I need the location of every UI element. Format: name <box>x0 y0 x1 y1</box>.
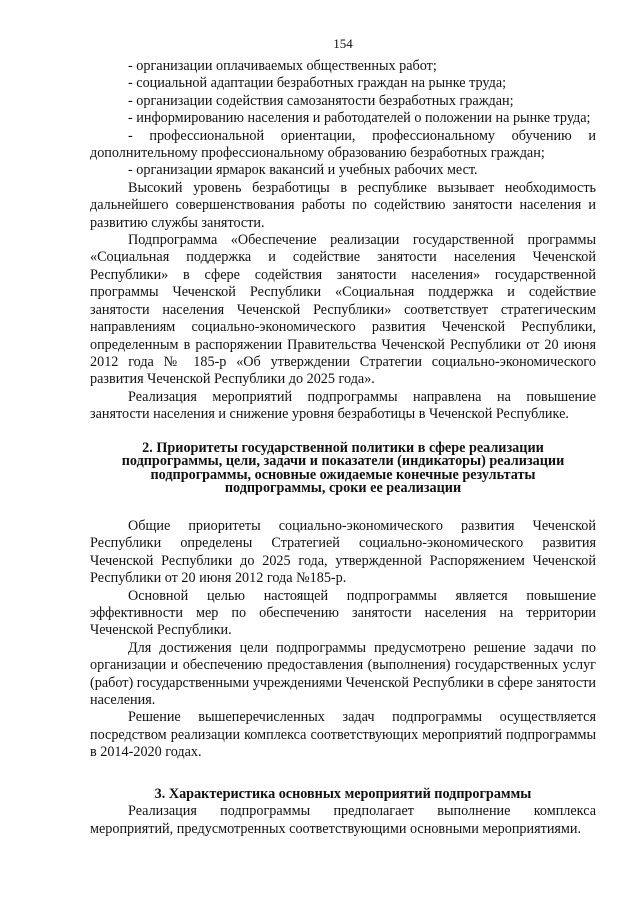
list-item: - организации оплачиваемых общественных работ; <box>128 58 437 74</box>
list-item: - профессиональной ориентации, профессиональному обучению и дополнительному профессиональному образованию безработных граждан; <box>90 127 596 162</box>
heading-line: подпрограммы, сроки ее реализации <box>224 480 462 497</box>
paragraph: Для достижения цели подпрограммы предусмотрено решение задачи по организации и обеспечению предоставления (выполнения) государственных услуг (работ) государственными учреждениями Чеченской Республики в сфере занятости населения. <box>90 639 596 708</box>
document-body <box>90 58 596 838</box>
list-item: - социальной адаптации безработных граждан на рынке труда; <box>128 75 507 92</box>
paragraph: Высокий уровень безработицы в республике вызывает необходимость дальнейшего совершенствования работы по содействию занятости населения и развитию службы занятости. <box>90 179 596 231</box>
paragraph: Подпрограмма «Обеспечение реализации государственной программы «Социальная поддержка и содействие занятости населения Чеченской Республики» в сфере содействия занятости населения» государственной программы Чеченской Республики «Социальная поддержка и содействие занятости населения Чеченской Республики» соответствует стратегическим направлениям социально-экономического развития Чеченской Республики, определенным в распоряжении Правительства Чеченской Республики от 20 июня 2012 года № 185-р «Об утверждении Стратегии социально-экономического развития Чеченской Республики до 2025 года». <box>90 232 596 388</box>
paragraph: Реализация мероприятий подпрограммы направлена на повышение занятости населения и снижение уровня безработицы в Чеченской Республике. <box>90 388 596 423</box>
paragraph: Реализация подпрограммы предполагает выполнение комплекса мероприятий, предусмотренных соответствующими основными мероприятиями. <box>90 803 596 837</box>
section-2-heading <box>90 439 596 497</box>
section-3-heading: 3. Характеристика основных мероприятий подпрограммы <box>154 785 532 802</box>
heading-line: подпрограммы, цели, задачи и показатели (индикаторы) реализации <box>121 453 565 470</box>
paragraph: Основной целью настоящей подпрограммы является повышение эффективности мер по обеспечению занятости населения на территории Чеченской Республики. <box>90 587 596 639</box>
list-item: - организации содействия самозанятости безработных граждан; <box>128 92 514 109</box>
heading-line: подпрограммы, основные ожидаемые конечные результаты <box>150 466 536 483</box>
page-number: 154 <box>333 36 353 51</box>
list-item: - информированию населения и работодателей о положении на рынке труда; <box>128 110 591 127</box>
list <box>90 58 596 180</box>
document-page <box>90 0 596 905</box>
list-item: - организации ярмарок вакансий и учебных рабочих мест. <box>128 162 478 179</box>
paragraph: Решение вышеперечисленных задач подпрограммы осуществляется посредством реализации комплекса соответствующих мероприятий подпрограммы в 2014-2020 годах. <box>90 709 596 761</box>
paragraph: Общие приоритеты социально-экономического развития Чеченской Республики определены Стратегией социально-экономического развития Чеченской Республики до 2025 года, утвержденной Распоряжением Чеченской Республики от 20 июня 2012 года №185-р. <box>90 517 596 587</box>
heading-line: 2. Приоритеты государственной политики в сфере реализации <box>142 439 544 456</box>
